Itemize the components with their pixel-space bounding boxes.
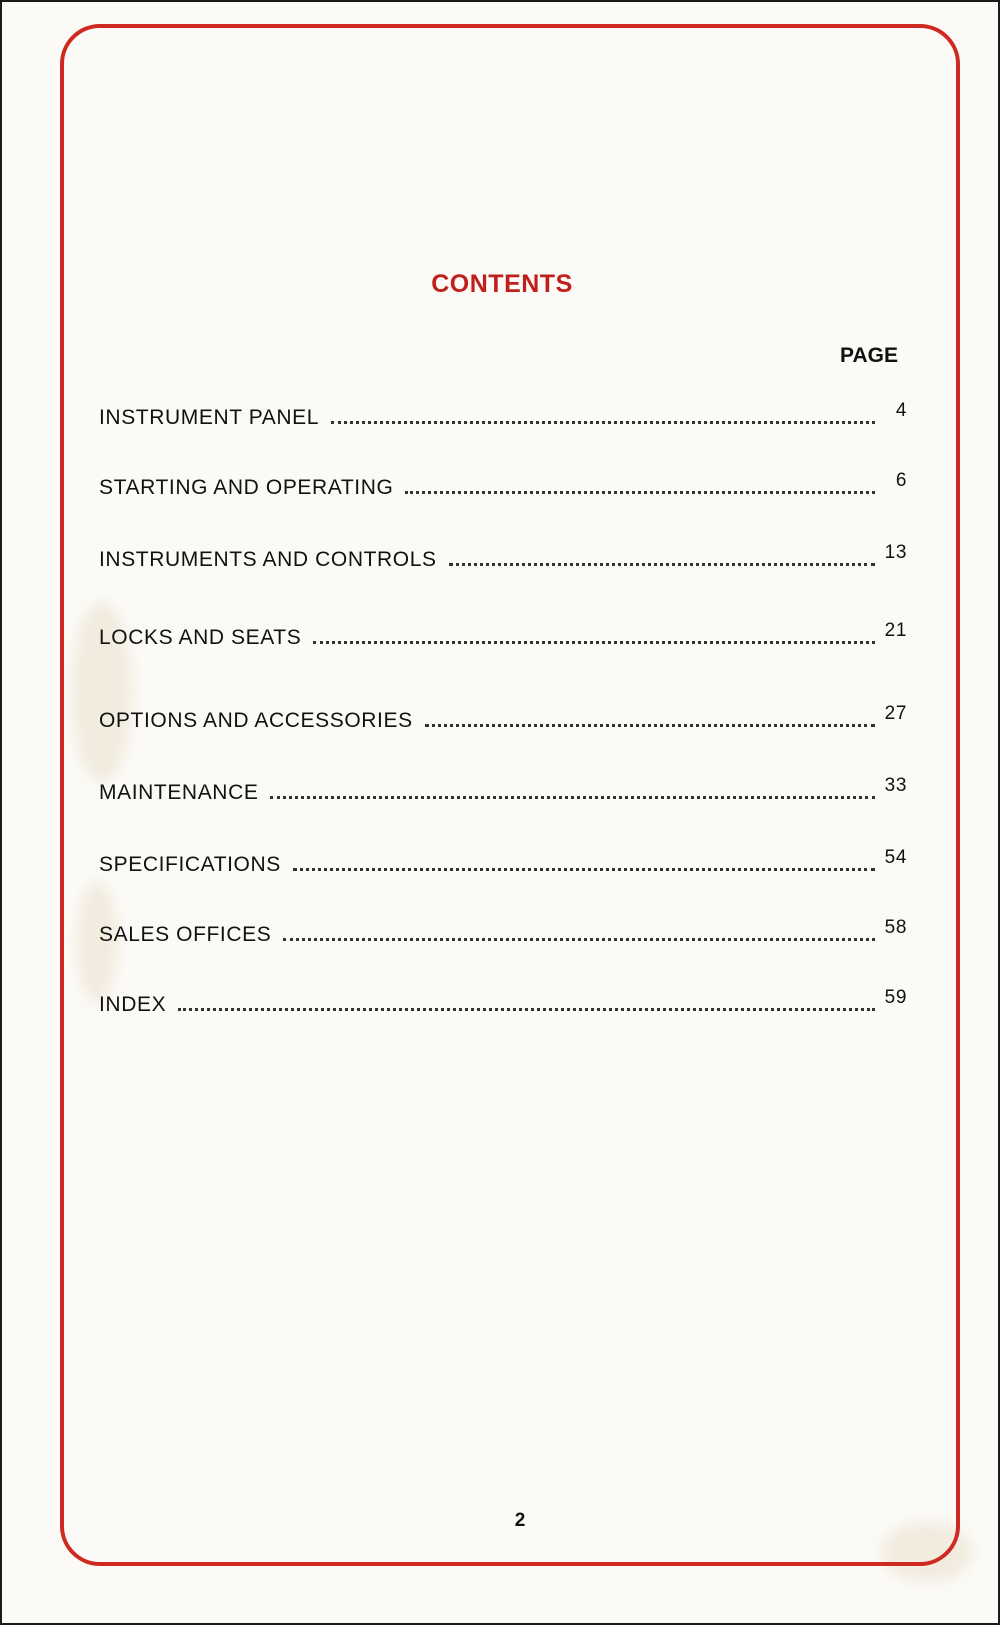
toc-entry-label: OPTIONS AND ACCESSORIES — [99, 709, 413, 732]
toc-entry-page: 33 — [884, 775, 907, 796]
toc-entry-page: 13 — [884, 542, 907, 563]
page-number: 2 — [514, 1510, 526, 1531]
toc-entry — [99, 775, 907, 805]
dot-leader — [331, 421, 875, 424]
page-column-header: PAGE — [840, 344, 898, 367]
dot-leader — [293, 868, 875, 871]
dot-leader — [313, 641, 875, 644]
toc-entry — [99, 470, 907, 500]
toc-entry — [99, 847, 907, 877]
dot-leader — [283, 938, 875, 941]
toc-entry-label: INSTRUMENT PANEL — [99, 406, 320, 429]
toc-entry-page: 54 — [884, 847, 907, 868]
toc-entry-label: LOCKS AND SEATS — [99, 626, 302, 649]
toc-entry-label: INSTRUMENTS AND CONTROLS — [99, 548, 437, 571]
toc-entry — [99, 987, 907, 1017]
toc-entry — [99, 917, 907, 947]
toc-entry-page: 58 — [884, 917, 907, 938]
toc-entry-label: SALES OFFICES — [99, 923, 272, 946]
toc-entry-page: 21 — [884, 620, 907, 641]
toc-entry-page: 59 — [884, 987, 907, 1008]
toc-entry-label: SPECIFICATIONS — [99, 853, 281, 876]
dot-leader — [405, 491, 875, 494]
toc-entry-label: STARTING AND OPERATING — [99, 476, 394, 499]
toc-entry-label: INDEX — [99, 993, 167, 1016]
toc-entry-page: 6 — [895, 470, 907, 491]
toc-entry-page: 27 — [884, 703, 907, 724]
dot-leader — [425, 724, 875, 727]
dot-leader — [270, 796, 875, 799]
contents-title: CONTENTS — [431, 270, 573, 298]
toc-entry — [99, 400, 907, 430]
toc-entry — [99, 620, 907, 650]
toc-entry-label: MAINTENANCE — [99, 781, 259, 804]
dot-leader — [178, 1008, 875, 1011]
toc-entry — [99, 542, 907, 572]
toc-entry-page: 4 — [895, 400, 907, 421]
toc-entry — [99, 703, 907, 733]
dot-leader — [449, 563, 875, 566]
